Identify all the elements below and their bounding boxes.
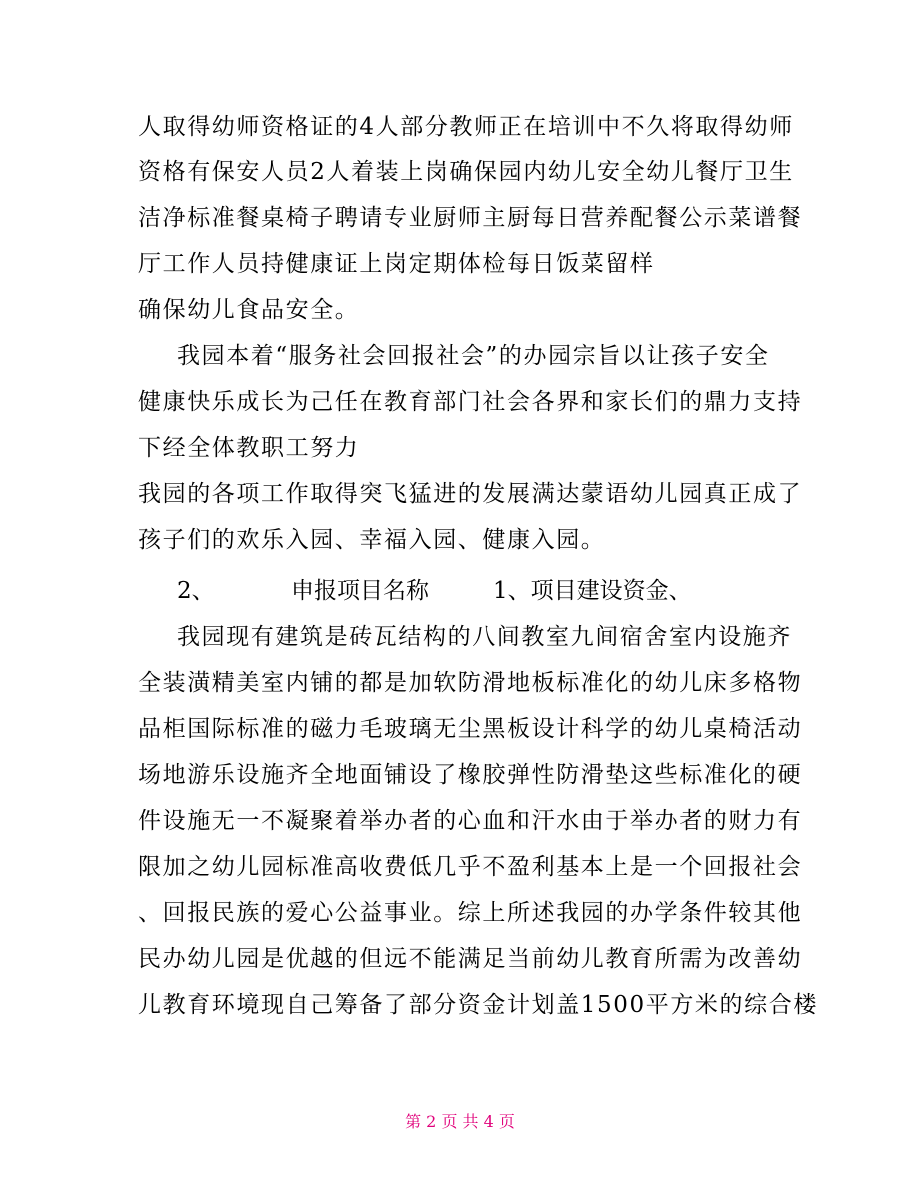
section-item: 1、项目建设资金、 — [493, 578, 692, 604]
section-title: 申报项目名称 — [291, 578, 429, 604]
text-line: 限加之幼儿园标准高收费低几乎不盈利基本上是一个回报社会 — [138, 854, 803, 880]
text-line: 厅工作人员持健康证上岗定期体检每日饭菜留样 — [138, 251, 655, 277]
text-line: 资格有保安人员2人着装上岗确保园内幼儿安全幼儿餐厅卫生 — [138, 159, 794, 185]
text-line: 品柜国际标准的磁力毛玻璃无尘黑板设计科学的幼儿桌椅活动 — [138, 716, 803, 742]
page-number-footer: 第 2 页 共 4 页 — [405, 1112, 515, 1131]
text-line: 件设施无一不凝聚着举办者的心血和汗水由于举办者的财力有 — [138, 808, 803, 834]
text-line: 下经全体教职工努力 — [138, 435, 360, 461]
text-line: 洁净标准餐桌椅子聘请专业厨师主厨每日营养配餐公示菜谱餐 — [138, 205, 803, 231]
text-line: 孩子们的欢乐入园、幸福入园、健康入园。 — [138, 527, 606, 553]
text-line: 确保幼儿食品安全。 — [138, 297, 360, 323]
text-line: 场地游乐设施齐全地面铺设了橡胶弹性防滑垫这些标准化的硬 — [138, 762, 803, 788]
text-line: 我园本着“服务社会回报社会”的办园宗旨以让孩子安全 — [177, 343, 770, 369]
text-line: 全装潢精美室内铺的都是加软防滑地板标准化的幼儿床多格物 — [138, 670, 803, 696]
text-line: 健康快乐成长为己任在教育部门社会各界和家长们的鼎力支持 — [138, 389, 803, 415]
text-line: 、回报民族的爱心公益事业。综上所述我园的办学条件较其他 — [138, 900, 803, 926]
text-line: 我园现有建筑是砖瓦结构的八间教室九间宿舍室内设施齐 — [177, 624, 792, 650]
text-line: 民办幼儿园是优越的但远不能满足当前幼儿教育所需为改善幼 — [138, 946, 803, 972]
text-line: 人取得幼师资格证的4人部分教师正在培训中不久将取得幼师 — [138, 114, 794, 140]
section-number: 2、 — [177, 578, 215, 604]
text-line: 儿教育环境现自己筹备了部分资金计划盖1500平方米的综合楼 — [138, 992, 818, 1018]
text-line: 我园的各项工作取得突飞猛进的发展满达蒙语幼儿园真正成了 — [138, 481, 803, 507]
